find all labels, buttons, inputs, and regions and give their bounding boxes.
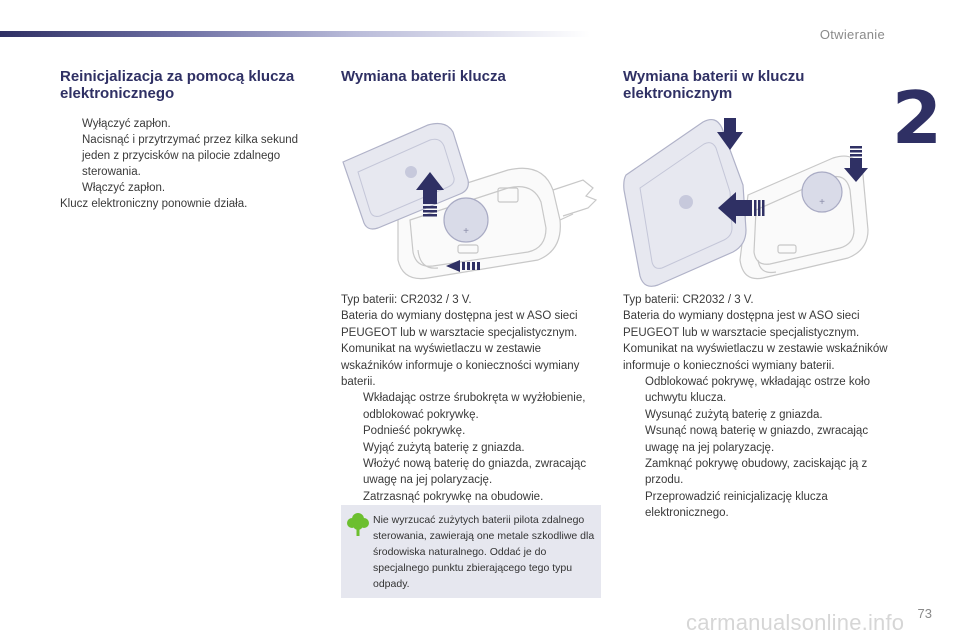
section-title-reinitialization: Reinicjalizacja za pomocą klucza elektronicznego	[60, 68, 295, 102]
battery-availability: Bateria do wymiany dostępna jest w ASO sieci PEUGEOT lub w warsztacie specjalistycznym.	[341, 310, 578, 339]
steps-list-battery-key	[341, 390, 603, 505]
steps-list-reinitialization	[60, 116, 315, 196]
section-title-battery-electronic-key: Wymiana baterii w kluczu elektronicznym	[623, 68, 805, 102]
environment-note-text: Nie wyrzucać zużytych baterii pilota zdalnego sterowania, zawierają one metale szkodliwe dla środowiska naturalnego. Oddać je do specjalnego punktu zbierającego tego typu odpady.	[373, 514, 595, 590]
watermark: carmanualsonline.info	[686, 610, 905, 635]
key-battery-illustration	[338, 110, 603, 290]
list-item: Wysunąć zużytą baterię z gniazda.	[645, 408, 823, 421]
section-name: Otwieranie	[819, 27, 885, 42]
tree-eco-icon	[346, 511, 370, 537]
list-item: Przeprowadzić reinicjalizację klucza elektronicznego.	[645, 490, 828, 520]
battery-availability: Bateria do wymiany dostępna jest w ASO sieci PEUGEOT lub w warsztacie specjalistycznym.	[623, 310, 860, 339]
environment-note-box	[341, 505, 601, 598]
column-battery-electronic-key	[623, 68, 885, 102]
list-item: Nacisnąć i przytrzymać przez kilka sekund jeden z przycisków na pilocie zdalnego sterowania.	[82, 134, 299, 178]
list-item: Wkładając ostrze śrubokręta w wyżłobienie, odblokować pokrywkę.	[363, 392, 586, 421]
column-reinitialization	[60, 68, 315, 212]
battery-type: Typ baterii: CR2032 / 3 V.	[623, 294, 754, 306]
svg-text:+: +	[463, 226, 469, 237]
result-text: Klucz elektroniczny ponownie działa.	[60, 198, 248, 210]
list-item: Włożyć nową baterię do gniazda, zwracając uwagę na jej polaryzację.	[363, 458, 587, 487]
section-title-battery-key: Wymiana baterii klucza	[341, 68, 506, 85]
list-item: Wsunąć nową baterię w gniazdo, zwracając uwagę na jej polaryzację.	[645, 425, 869, 454]
electronic-key-battery-illustration	[618, 110, 890, 290]
page-number: 73	[917, 606, 932, 621]
steps-list-battery-electronic-key	[623, 374, 891, 522]
chapter-number: 2	[891, 76, 942, 160]
battery-key-text	[341, 292, 603, 505]
list-item: Odblokować pokrywę, wkładając ostrze koło uchwytu klucza.	[645, 376, 870, 405]
header-gradient-bar	[0, 31, 590, 37]
battery-type: Typ baterii: CR2032 / 3 V.	[341, 294, 472, 306]
column-battery-key	[341, 68, 603, 85]
list-item: Wyłączyć zapłon.	[82, 118, 171, 130]
svg-text:+: +	[819, 197, 825, 208]
list-item: Wyjąć zużytą baterię z gniazda.	[363, 441, 525, 454]
list-item: Zamknąć pokrywę obudowy, zaciskając ją z przodu.	[645, 458, 868, 487]
list-item: Włączyć zapłon.	[82, 182, 166, 194]
battery-warning-message: Komunikat na wyświetlaczu w zestawie wskaźników informuje o konieczności wymiany baterii.	[623, 343, 888, 372]
list-item: Podnieść pokrywkę.	[363, 425, 466, 438]
battery-warning-message: Komunikat na wyświetlaczu w zestawie wskaźników informuje o konieczności wymiany baterii.	[341, 343, 580, 389]
list-item: Zatrzasnąć pokrywkę na obudowie.	[363, 490, 544, 503]
battery-electronic-key-text	[623, 292, 891, 522]
